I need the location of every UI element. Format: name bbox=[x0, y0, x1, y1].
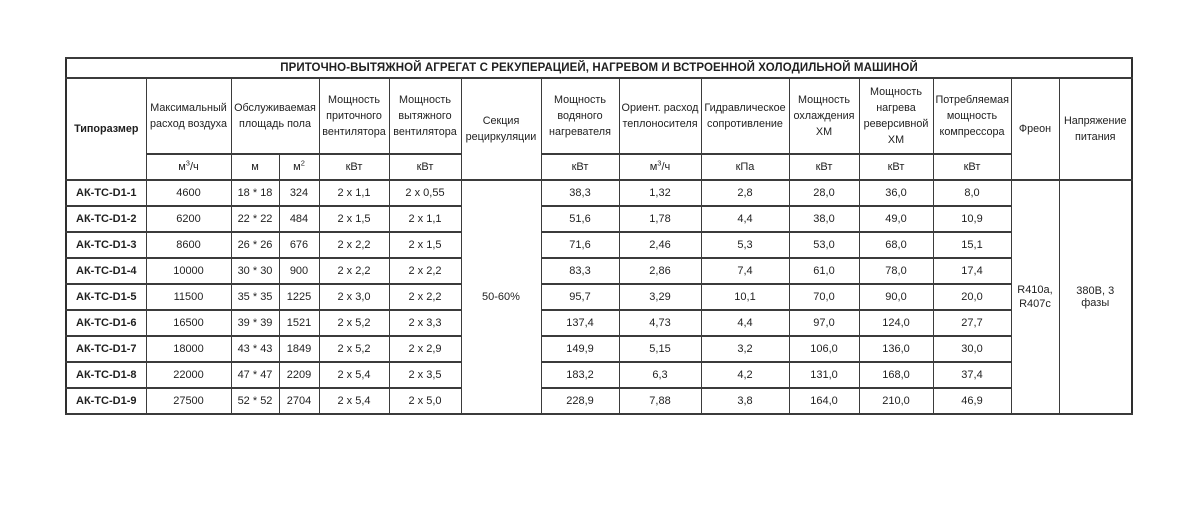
value-cell: 17,4 bbox=[933, 258, 1011, 284]
spec-table bbox=[65, 57, 1133, 415]
value-cell: 43 * 43 bbox=[231, 336, 279, 362]
table-row bbox=[66, 258, 1132, 284]
value-cell: 4,4 bbox=[701, 206, 789, 232]
value-cell: 106,0 bbox=[789, 336, 859, 362]
value-cell: 2 x 1,5 bbox=[319, 206, 389, 232]
col-header-hydraulic-resistance: Гидравлическое сопротивление bbox=[701, 78, 789, 154]
value-cell: 2 x 5,2 bbox=[319, 336, 389, 362]
unit-max-flow: $м^3/ч$ bbox=[146, 154, 231, 180]
header-row bbox=[66, 78, 1132, 154]
value-cell: 2 x 5,4 bbox=[319, 362, 389, 388]
value-cell: 51,6 bbox=[541, 206, 619, 232]
value-cell: 484 bbox=[279, 206, 319, 232]
model-cell: АК-ТС-D1-5 bbox=[66, 284, 146, 310]
table-row bbox=[66, 232, 1132, 258]
value-cell: 4,4 bbox=[701, 310, 789, 336]
unit-exhaust-fan: кВт bbox=[389, 154, 461, 180]
model-cell: АК-ТС-D1-3 bbox=[66, 232, 146, 258]
unit-hydraulic-resistance: кПа bbox=[701, 154, 789, 180]
value-cell: 16500 bbox=[146, 310, 231, 336]
table-body bbox=[66, 180, 1132, 414]
value-cell: 22000 bbox=[146, 362, 231, 388]
value-cell: 2 x 2,2 bbox=[389, 284, 461, 310]
value-cell: 26 * 26 bbox=[231, 232, 279, 258]
freon-cell bbox=[1011, 180, 1059, 414]
col-header-freon: Фреон bbox=[1011, 78, 1059, 180]
table-title: ПРИТОЧНО-ВЫТЯЖНОЙ АГРЕГАТ С РЕКУПЕРАЦИЕЙ, НАГРЕВОМ И ВСТРОЕННОЙ ХОЛОДИЛЬНОЙ МАШИНОЙ bbox=[66, 58, 1132, 78]
value-cell: 3,29 bbox=[619, 284, 701, 310]
col-header-model: Типоразмер bbox=[66, 78, 146, 180]
value-cell: 2 x 2,9 bbox=[389, 336, 461, 362]
value-cell: 2209 bbox=[279, 362, 319, 388]
col-header-coolant-flow: Ориент. расход теплоносителя bbox=[619, 78, 701, 154]
value-cell: 2 x 2,2 bbox=[389, 258, 461, 284]
value-cell: 124,0 bbox=[859, 310, 933, 336]
value-cell: 131,0 bbox=[789, 362, 859, 388]
value-cell: 61,0 bbox=[789, 258, 859, 284]
value-cell: 5,15 bbox=[619, 336, 701, 362]
value-cell: 2 x 1,1 bbox=[389, 206, 461, 232]
unit-area-m2: $м^2$ bbox=[279, 154, 319, 180]
value-cell: 4600 bbox=[146, 180, 231, 206]
col-header-recirculation: Секция рециркуляции bbox=[461, 78, 541, 180]
value-cell: 210,0 bbox=[859, 388, 933, 414]
value-cell: 30,0 bbox=[933, 336, 1011, 362]
value-cell: 52 * 52 bbox=[231, 388, 279, 414]
col-header-cooling-capacity: Мощность охлаждения ХМ bbox=[789, 78, 859, 154]
value-cell: 18 * 18 bbox=[231, 180, 279, 206]
value-cell: 7,88 bbox=[619, 388, 701, 414]
value-cell: 15,1 bbox=[933, 232, 1011, 258]
value-cell: 10,9 bbox=[933, 206, 1011, 232]
title-row bbox=[66, 58, 1132, 78]
table-row bbox=[66, 362, 1132, 388]
value-cell: 2 x 5,0 bbox=[389, 388, 461, 414]
value-cell: 49,0 bbox=[859, 206, 933, 232]
value-cell: 95,7 bbox=[541, 284, 619, 310]
unit-coolant-flow: $м^3/ч$ bbox=[619, 154, 701, 180]
model-cell: АК-ТС-D1-9 bbox=[66, 388, 146, 414]
value-cell: 38,0 bbox=[789, 206, 859, 232]
value-cell: 18000 bbox=[146, 336, 231, 362]
value-cell: 39 * 39 bbox=[231, 310, 279, 336]
model-cell: АК-ТС-D1-7 bbox=[66, 336, 146, 362]
value-cell: 2 x 3,3 bbox=[389, 310, 461, 336]
value-cell: 38,3 bbox=[541, 180, 619, 206]
value-cell: 2 x 3,5 bbox=[389, 362, 461, 388]
table-row bbox=[66, 336, 1132, 362]
value-cell: 8,0 bbox=[933, 180, 1011, 206]
value-cell: 2 x 5,2 bbox=[319, 310, 389, 336]
model-cell: АК-ТС-D1-2 bbox=[66, 206, 146, 232]
value-cell: 35 * 35 bbox=[231, 284, 279, 310]
value-cell: 137,4 bbox=[541, 310, 619, 336]
value-cell: 97,0 bbox=[789, 310, 859, 336]
value-cell: 68,0 bbox=[859, 232, 933, 258]
value-cell: 2 x 2,2 bbox=[319, 232, 389, 258]
value-cell: 20,0 bbox=[933, 284, 1011, 310]
value-cell: 676 bbox=[279, 232, 319, 258]
value-cell: 1,78 bbox=[619, 206, 701, 232]
col-header-voltage: Напряжение питания bbox=[1059, 78, 1132, 180]
freon-line-1: R410a, bbox=[1017, 283, 1053, 296]
value-cell: 83,3 bbox=[541, 258, 619, 284]
value-cell: 164,0 bbox=[789, 388, 859, 414]
col-header-compressor-power: Потребляемая мощность компрессора bbox=[933, 78, 1011, 154]
unit-supply-fan: кВт bbox=[319, 154, 389, 180]
value-cell: 5,3 bbox=[701, 232, 789, 258]
units-row bbox=[66, 154, 1132, 180]
value-cell: 136,0 bbox=[859, 336, 933, 362]
col-header-exhaust-fan: Мощность вытяжного вентилятора bbox=[389, 78, 461, 154]
value-cell: 28,0 bbox=[789, 180, 859, 206]
value-cell: 228,9 bbox=[541, 388, 619, 414]
recirculation-cell: 50-60% bbox=[461, 180, 541, 414]
value-cell: 1521 bbox=[279, 310, 319, 336]
value-cell: 46,9 bbox=[933, 388, 1011, 414]
value-cell: 324 bbox=[279, 180, 319, 206]
value-cell: 37,4 bbox=[933, 362, 1011, 388]
value-cell: 27,7 bbox=[933, 310, 1011, 336]
value-cell: 90,0 bbox=[859, 284, 933, 310]
value-cell: 2,86 bbox=[619, 258, 701, 284]
col-header-supply-fan: Мощность приточного вентилятора bbox=[319, 78, 389, 154]
value-cell: 149,9 bbox=[541, 336, 619, 362]
unit-water-heater: кВт bbox=[541, 154, 619, 180]
value-cell: 2 x 1,1 bbox=[319, 180, 389, 206]
value-cell: 11500 bbox=[146, 284, 231, 310]
value-cell: 8600 bbox=[146, 232, 231, 258]
table-row bbox=[66, 310, 1132, 336]
value-cell: 70,0 bbox=[789, 284, 859, 310]
value-cell: 2 x 1,5 bbox=[389, 232, 461, 258]
value-cell: 1,32 bbox=[619, 180, 701, 206]
value-cell: 900 bbox=[279, 258, 319, 284]
value-cell: 78,0 bbox=[859, 258, 933, 284]
value-cell: 3,8 bbox=[701, 388, 789, 414]
table-row bbox=[66, 284, 1132, 310]
value-cell: 1225 bbox=[279, 284, 319, 310]
value-cell: 168,0 bbox=[859, 362, 933, 388]
model-cell: АК-ТС-D1-4 bbox=[66, 258, 146, 284]
unit-cooling-capacity: кВт bbox=[789, 154, 859, 180]
value-cell: 4,2 bbox=[701, 362, 789, 388]
voltage-cell: 380В, 3 фазы bbox=[1059, 180, 1132, 414]
value-cell: 183,2 bbox=[541, 362, 619, 388]
value-cell: 2704 bbox=[279, 388, 319, 414]
value-cell: 7,4 bbox=[701, 258, 789, 284]
table-row bbox=[66, 180, 1132, 206]
value-cell: 2 x 3,0 bbox=[319, 284, 389, 310]
value-cell: 71,6 bbox=[541, 232, 619, 258]
value-cell: 10,1 bbox=[701, 284, 789, 310]
value-cell: 1849 bbox=[279, 336, 319, 362]
value-cell: 2 x 2,2 bbox=[319, 258, 389, 284]
value-cell: 53,0 bbox=[789, 232, 859, 258]
value-cell: 27500 bbox=[146, 388, 231, 414]
value-cell: 30 * 30 bbox=[231, 258, 279, 284]
col-header-max-flow: Максимальный расход воздуха bbox=[146, 78, 231, 154]
col-header-reverse-heating: Мощность нагрева реверсивной ХМ bbox=[859, 78, 933, 154]
value-cell: 22 * 22 bbox=[231, 206, 279, 232]
value-cell: 2 x 5,4 bbox=[319, 388, 389, 414]
model-cell: АК-ТС-D1-6 bbox=[66, 310, 146, 336]
unit-compressor-power: кВт bbox=[933, 154, 1011, 180]
model-cell: АК-ТС-D1-1 bbox=[66, 180, 146, 206]
value-cell: 6200 bbox=[146, 206, 231, 232]
col-header-water-heater: Мощность водяного нагревателя bbox=[541, 78, 619, 154]
freon-line-2: R407c bbox=[1019, 298, 1051, 310]
table-row bbox=[66, 388, 1132, 414]
value-cell: 47 * 47 bbox=[231, 362, 279, 388]
table-row bbox=[66, 206, 1132, 232]
col-header-area: Обслуживаемая площадь пола bbox=[231, 78, 319, 154]
value-cell: 10000 bbox=[146, 258, 231, 284]
value-cell: 2,8 bbox=[701, 180, 789, 206]
value-cell: 2,46 bbox=[619, 232, 701, 258]
unit-reverse-heating: кВт bbox=[859, 154, 933, 180]
value-cell: 6,3 bbox=[619, 362, 701, 388]
unit-area-m: м bbox=[231, 154, 279, 180]
model-cell: АК-ТС-D1-8 bbox=[66, 362, 146, 388]
value-cell: 4,73 bbox=[619, 310, 701, 336]
value-cell: 2 x 0,55 bbox=[389, 180, 461, 206]
value-cell: 36,0 bbox=[859, 180, 933, 206]
value-cell: 3,2 bbox=[701, 336, 789, 362]
